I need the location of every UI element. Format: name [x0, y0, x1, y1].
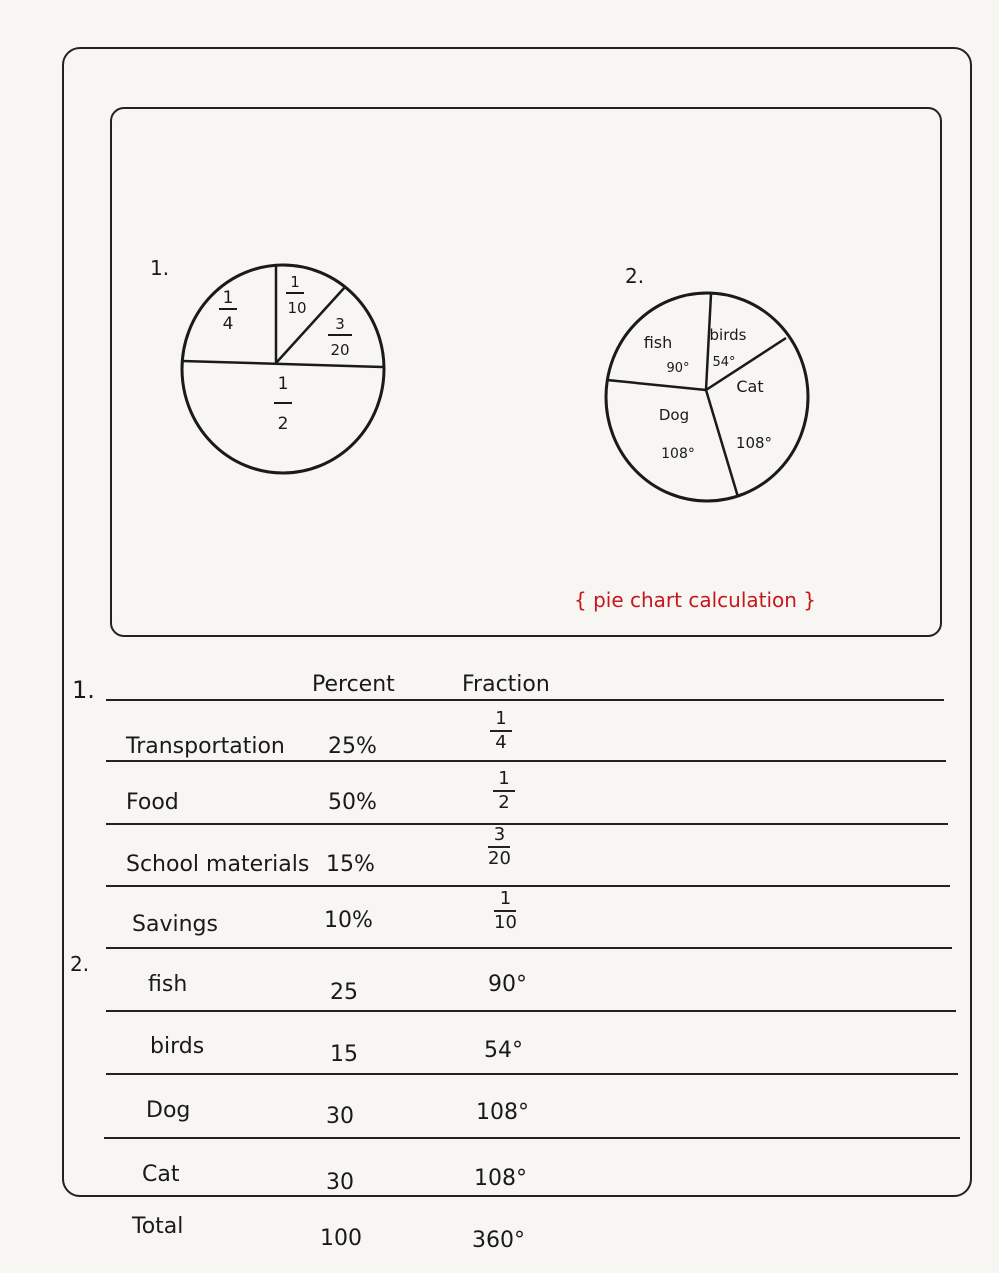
table2-row-degrees: 90°: [488, 972, 527, 997]
pie1-slice-0-num: 1: [222, 288, 234, 308]
table1-row-percent: 50%: [328, 790, 377, 815]
pie1-slice-1-den: 10: [287, 299, 307, 317]
table2-row-percent: 30: [326, 1104, 354, 1129]
table2-total-percent: 100: [320, 1226, 362, 1251]
table2-row-label: fish: [148, 972, 188, 997]
pie2-slice-dog-label: Dog: [658, 406, 690, 424]
pie1-divider-horizontal: [182, 361, 384, 367]
table2-row-degrees: 54°: [484, 1038, 523, 1063]
pie2-slice-birds-degrees: 54°: [712, 355, 736, 370]
table2-row-rule: [106, 1073, 958, 1075]
table2-row-label: Dog: [146, 1098, 191, 1123]
fraction-denominator: 4: [495, 732, 507, 753]
table2-total-label: Total: [132, 1214, 184, 1239]
table1-row-rule: [106, 823, 948, 825]
table1-row-fraction: [493, 770, 515, 812]
pie1-slice-0-den: 4: [222, 314, 234, 334]
table2-row-rule: [104, 1137, 960, 1139]
pie1-slice-2-num: 3: [335, 315, 345, 333]
table1-row-percent: 25%: [328, 734, 377, 759]
fraction-numerator: 1: [498, 768, 510, 789]
pie1-circle: [182, 265, 384, 473]
pie2-slice-cat-label: Cat: [736, 377, 764, 396]
pie2-slice-fish-label: fish: [643, 333, 673, 352]
pie1-slice-3-den: 2: [277, 414, 289, 434]
table1-header-rule: [106, 699, 944, 701]
table1-row-label: Savings: [132, 912, 218, 937]
fraction-numerator: 1: [499, 888, 512, 909]
table1-row-rule: [106, 947, 952, 949]
table1-row-percent: 15%: [326, 852, 375, 877]
pie2-slice-dog-degrees: 108°: [661, 446, 695, 462]
table1-row-label: School materials: [126, 852, 310, 877]
pie2-slice-birds-label: birds: [709, 326, 747, 344]
fraction-denominator: 10: [494, 912, 517, 933]
table1-row-label: Transportation: [126, 734, 285, 759]
table1-row-rule: [106, 760, 946, 762]
pie2-slice-cat-degrees: 108°: [735, 434, 773, 452]
table1-row-fraction: [494, 890, 517, 932]
table1-row-fraction: [488, 826, 511, 868]
pie1-slice-1-num: 1: [290, 273, 300, 291]
fraction-denominator: 2: [498, 792, 510, 813]
pie2-divider-dog: [706, 390, 738, 497]
pie-chart-calculation-note: { pie chart calculation }: [574, 588, 817, 612]
table2-row-percent: 30: [326, 1170, 354, 1195]
pie2-slice-fish-degrees: 90°: [666, 361, 690, 376]
table2-row-percent: 15: [330, 1042, 358, 1067]
table1-row-label: Food: [126, 790, 179, 815]
pie1-slice-3-num: 1: [277, 374, 289, 394]
table1-header-fraction: Fraction: [462, 672, 550, 697]
pie-chart-2: [604, 292, 810, 504]
table1-row-fraction: [490, 710, 512, 752]
table2-total-degrees: 360°: [472, 1228, 525, 1253]
fraction-denominator: 20: [488, 848, 511, 869]
pie1-number: 1.: [150, 256, 170, 280]
table1-number: 1.: [72, 676, 95, 704]
table2-row-degrees: 108°: [476, 1100, 529, 1125]
table2-row-degrees: 108°: [474, 1166, 527, 1191]
table2-row-label: Cat: [142, 1162, 180, 1187]
pie2-number: 2.: [625, 264, 645, 288]
table1-row-rule: [106, 885, 950, 887]
table1-header-percent: Percent: [312, 672, 395, 697]
table2-row-label: birds: [150, 1034, 205, 1059]
table2-row-percent: 25: [330, 980, 358, 1005]
fraction-numerator: 3: [493, 824, 506, 845]
table1-row-percent: 10%: [324, 908, 373, 933]
pie-chart-1: [180, 263, 390, 478]
table2-number: 2.: [70, 952, 90, 976]
fraction-numerator: 1: [495, 708, 507, 729]
table2-row-rule: [106, 1010, 956, 1012]
pie1-slice-2-den: 20: [330, 341, 350, 359]
pie2-divider-fish: [607, 380, 706, 390]
